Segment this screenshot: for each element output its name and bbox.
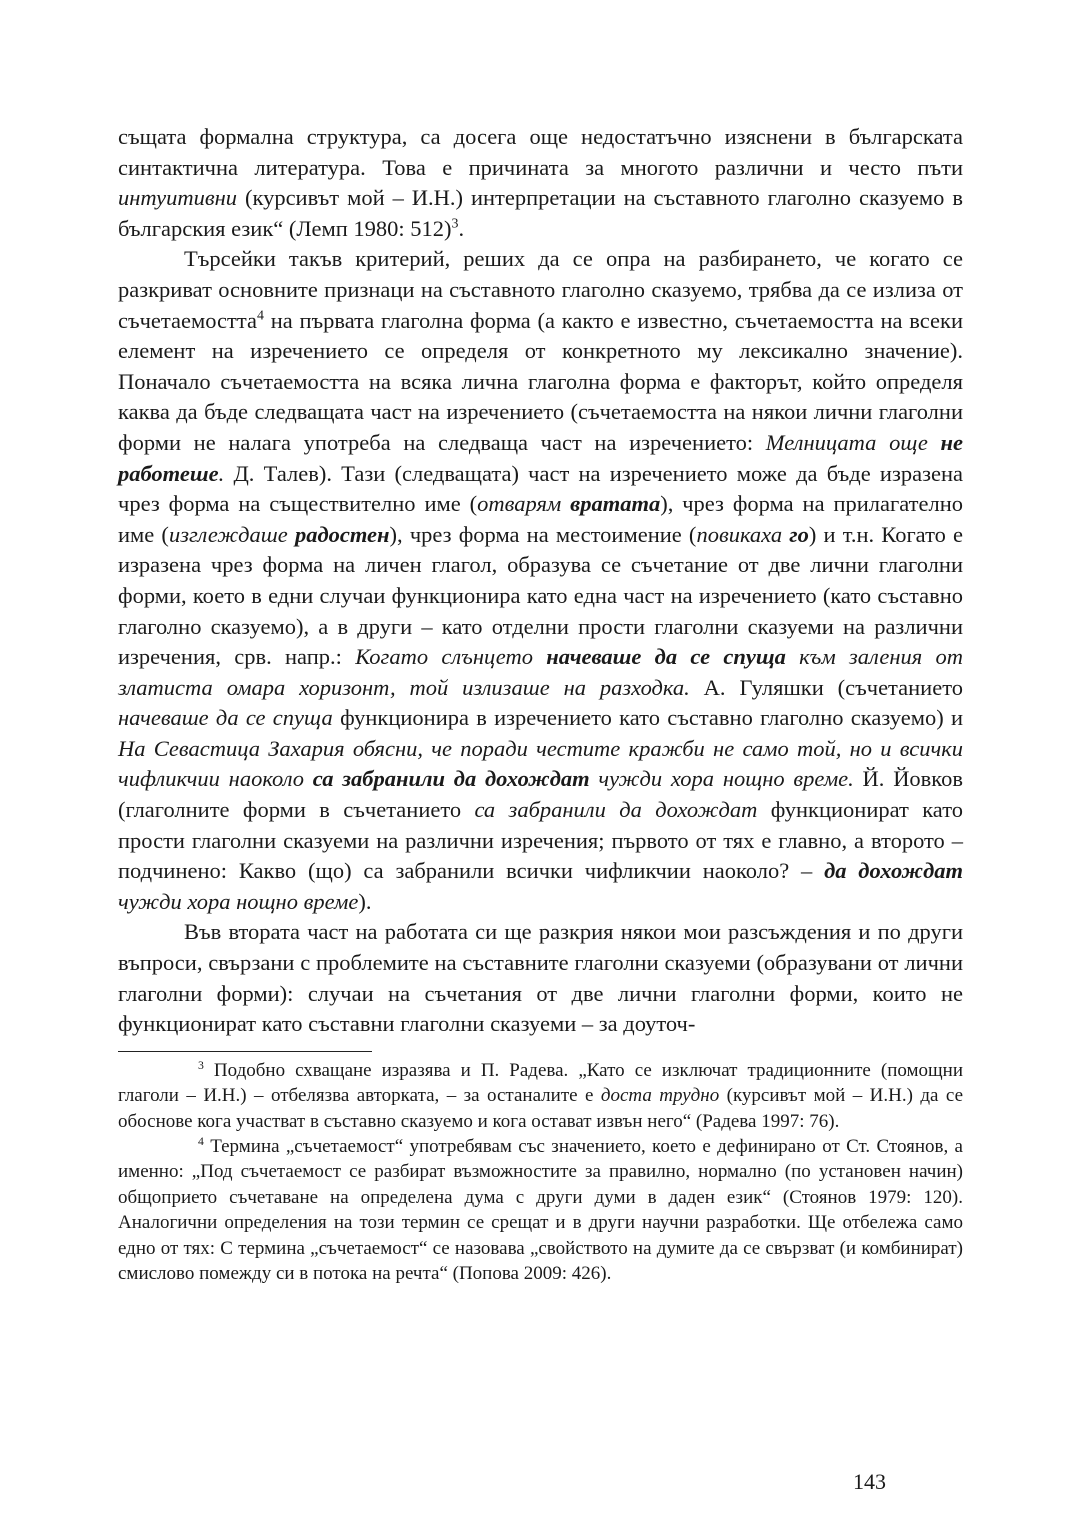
- text-run: функционират като прости глаголни сказуеми на различни изречения; първото от тях е главно, а второто – подчинено: Какво (що) са забранили всички чифликчии наоколо? –: [118, 797, 963, 884]
- footnote-ref: 4: [256, 308, 264, 324]
- text-run: са забранили да дохождат: [312, 766, 590, 792]
- text-run: ), чрез форма на местоимение (: [389, 521, 697, 547]
- text-run: чужди хора нощно време: [118, 888, 359, 914]
- text-run: ).: [358, 888, 372, 914]
- text-run: радостен: [294, 521, 390, 547]
- text-run: Във втората част на работата си ще разкрия някои мои разсъждения и по други въпроси, свързани с проблемите на съставните глаголни сказуеми (образувани от лични глаголни форми): случаи на съчетания от две лични глаголни форми, които не функционират като съставни глаголни сказуеми – за доуточ-: [118, 919, 963, 1037]
- footnote-ref: 3: [198, 1058, 204, 1072]
- text-run: Мелницата още: [765, 429, 941, 455]
- footnote-ref: 4: [198, 1134, 204, 1148]
- footnote-separator: [118, 1051, 372, 1052]
- text-run: интуитивни: [118, 185, 238, 211]
- text-run: .: [458, 215, 465, 241]
- text-run: доста трудно: [600, 1085, 720, 1107]
- text-run: чужди хора нощно време.: [589, 766, 854, 792]
- paragraph: [118, 244, 963, 917]
- page-content: [118, 122, 963, 1286]
- text-run: (курсивът мой – И.Н.) да се обоснове кога участват в съставно сказуемо и кога остават извън него“ (Радева 1997: 76).: [118, 1085, 963, 1132]
- text-run: ) и т.н. Когато е изразена чрез форма на личен глагол, образува се съчетание от две лични глаголни форми, което в едни случаи функционира като една част на изречението (като съставно глаголно сказуемо), а в други – като отделни прости глаголни сказуеми на различни изречения, срв. напр.:: [118, 521, 964, 670]
- text-run: ), чрез форма на прилагателно име (: [118, 491, 963, 547]
- text-run: Термина „съчетаемост“ употребявам със значението, което е дефинирано от Ст. Стоянов, а именно: „Под съчетаемост се разбират възможностите за правилно, нормално (по установен начин) общоприето съчетаване на определена дума с други думи в даден език“ (Стоянов 1979: 120). Аналогични определения на този термин се срещат и в други научни разработки. Ще отбележа само едно от тях: С термина „съчетаемост“ се назовава „свойството на думите да се свързват (и комбинират) смислово помежду си в потока на речта“ (Попова 2009: 426).: [118, 1136, 963, 1285]
- text-run: към заления от златиста омара хоризонт, той излизаше на разходка.: [118, 644, 963, 700]
- text-run: (курсивът мой – И.Н.) интерпретации на съставното глаголно сказуемо в българския език“ (Лемп 1980: 512): [118, 185, 963, 241]
- text-run: са забранили да дохождат: [474, 797, 758, 823]
- text-run: Подобно схващане изразява и П. Радева. „Като се изключат традиционните (помощни глаголи – И.Н.) – отбелязва авторката, – за останалите е: [118, 1059, 963, 1107]
- text-run: Когато слънцето: [355, 644, 547, 670]
- text-run: изглеждаше: [168, 521, 295, 547]
- footnote-ref: 3: [451, 216, 459, 232]
- text-run: Търсейки такъв критерий, реших да се опра на разбирането, че когато се разкриват основните признаци на съставното глаголно сказуемо, трябва да се излиза от съчетаемостта: [118, 246, 963, 333]
- text-run: Й. Йовков (глаголните форми в съчетанието: [118, 766, 963, 823]
- footnote: [118, 1134, 963, 1286]
- paragraph: [118, 122, 963, 244]
- text-run: Д. Талев). Тази (следващата) част на изречението може да бъде изразена чрез форма на съществително име (: [118, 460, 963, 517]
- page-number: 143: [853, 1469, 886, 1494]
- footnotes: [118, 1058, 963, 1287]
- text-run: А. Гуляшки (съчетанието: [689, 674, 963, 700]
- text-run: начеваше да се спуща: [118, 705, 333, 731]
- text-run: .: [218, 460, 225, 486]
- paragraph: [118, 917, 963, 1039]
- text-run: функционира в изречението като съставно глаголно сказуемо) и: [332, 705, 964, 731]
- text-run: начеваше да се спуща: [546, 644, 786, 670]
- text-run: не работеше: [118, 429, 963, 486]
- text-run: същата формална структура, са досега още недостатъчно изяснени в българската синтактична литература. Това е причината за многото различни и често пъти: [118, 124, 963, 180]
- text-run: го: [789, 521, 809, 547]
- body-text: [118, 122, 963, 1040]
- text-run: повикаха: [696, 521, 790, 547]
- text-run: да дохождат: [824, 858, 963, 884]
- text-run: на първата глаголна форма (а както е известно, съчетаемостта на всеки елемент на изречението се определя от конкретното му лексикално значение). Поначало съчетаемостта на всяка лична глаголна форма е факторът, който определя каква да бъде следващата част на изречението (съчетаемостта на някои лични глаголни форми не налага употреба на следваща част на изречението:: [118, 307, 963, 455]
- text-run: вратата: [570, 491, 661, 517]
- text-run: отварям: [477, 491, 571, 517]
- text-run: На Севастица Захария обясни, че поради честите кражби не само той, но и всички чифликчии наоколо: [118, 735, 963, 792]
- footnote: [118, 1058, 963, 1134]
